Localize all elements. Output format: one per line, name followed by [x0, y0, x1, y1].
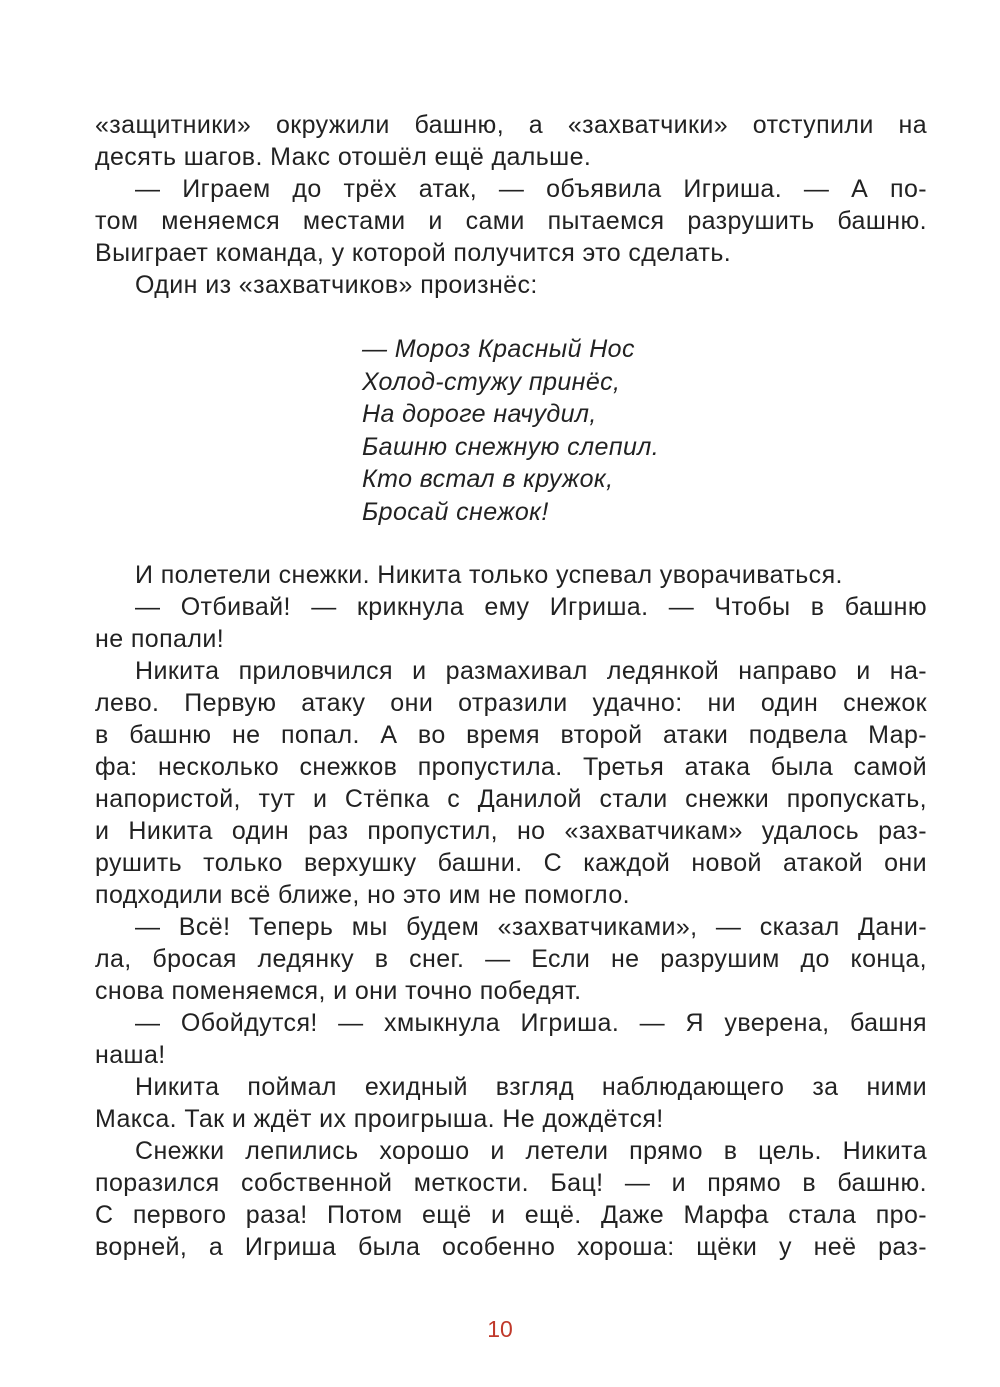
- text-line: ла, бросая ледянку в снег. — Если не разрушим до конца,: [95, 945, 927, 973]
- text-line: наша!: [95, 1041, 166, 1069]
- text-line: С первого раза! Потом ещё и ещё. Даже Марфа стала про-: [95, 1201, 927, 1229]
- poem-line: Бросай снежок!: [362, 497, 549, 526]
- text-line: — Играем до трёх атак, — объявила Игриша. — А по-: [135, 175, 927, 203]
- poem-line: Холод-стужу принёс,: [362, 367, 621, 396]
- lower-text-block: [95, 559, 927, 1263]
- page-number: 10: [487, 1316, 513, 1342]
- text-line: подходили всё ближе, но это им не помогло.: [95, 881, 630, 909]
- text-line: И полетели снежки. Никита только успевал уворачиваться.: [135, 561, 843, 589]
- text-line: и Никита один раз пропустил, но «захватчикам» удалось раз-: [95, 817, 927, 845]
- text-line: ворней, а Игриша была особенно хороша: щёки у неё раз-: [95, 1233, 927, 1261]
- upper-text-block: [95, 109, 927, 301]
- text-line: том меняемся местами и сами пытаемся разрушить башню.: [95, 207, 927, 235]
- text-line: лево. Первую атаку они отразили удачно: ни один снежок: [95, 689, 927, 717]
- text-line: Макса. Так и ждёт их проигрыша. Не дождётся!: [95, 1105, 664, 1133]
- poem-line: Башню снежную слепил.: [362, 432, 660, 461]
- text-line: — Отбивай! — крикнула ему Игриша. — Чтобы в башню: [135, 593, 927, 621]
- text-line: — Обойдутся! — хмыкнула Игриша. — Я уверена, башня: [135, 1009, 927, 1037]
- poem-line: На дороге начудил,: [362, 400, 597, 428]
- text-line: поразился собственной меткости. Бац! — и прямо в башню.: [95, 1169, 927, 1197]
- text-line: Никита поймал ехидный взгляд наблюдающего за ними: [135, 1073, 927, 1101]
- text-line: в башню не попал. А во время второй атаки подвела Мар-: [95, 721, 927, 749]
- text-line: десять шагов. Макс отошёл ещё дальше.: [95, 143, 592, 171]
- text-line: Один из «захватчиков» произнёс:: [135, 271, 538, 299]
- text-line: — Всё! Теперь мы будем «захватчиками», — сказал Дани-: [135, 913, 927, 941]
- text-line: снова поменяемся, и они точно победят.: [95, 977, 582, 1005]
- poem-line: — Мороз Красный Нос: [362, 335, 635, 363]
- poem-line: Кто встал в кружок,: [362, 465, 614, 493]
- text-line: «защитники» окружили башню, а «захватчики» отступили на: [95, 111, 927, 139]
- text-line: фа: несколько снежков пропустила. Третья атака была самой: [95, 753, 927, 781]
- text-line: не попали!: [95, 625, 225, 653]
- text-line: Никита приловчился и размахивал ледянкой направо и на-: [135, 657, 927, 685]
- text-line: Выиграет команда, у которой получится это сделать.: [95, 239, 732, 267]
- text-line: напористой, тут и Стёпка с Данилой стали снежки пропускать,: [95, 785, 927, 813]
- poem-block: [362, 333, 659, 528]
- text-line: Снежки лепились хорошо и летели прямо в цель. Никита: [135, 1137, 927, 1165]
- text-line: рушить только верхушку башни. С каждой новой атакой они: [95, 849, 927, 877]
